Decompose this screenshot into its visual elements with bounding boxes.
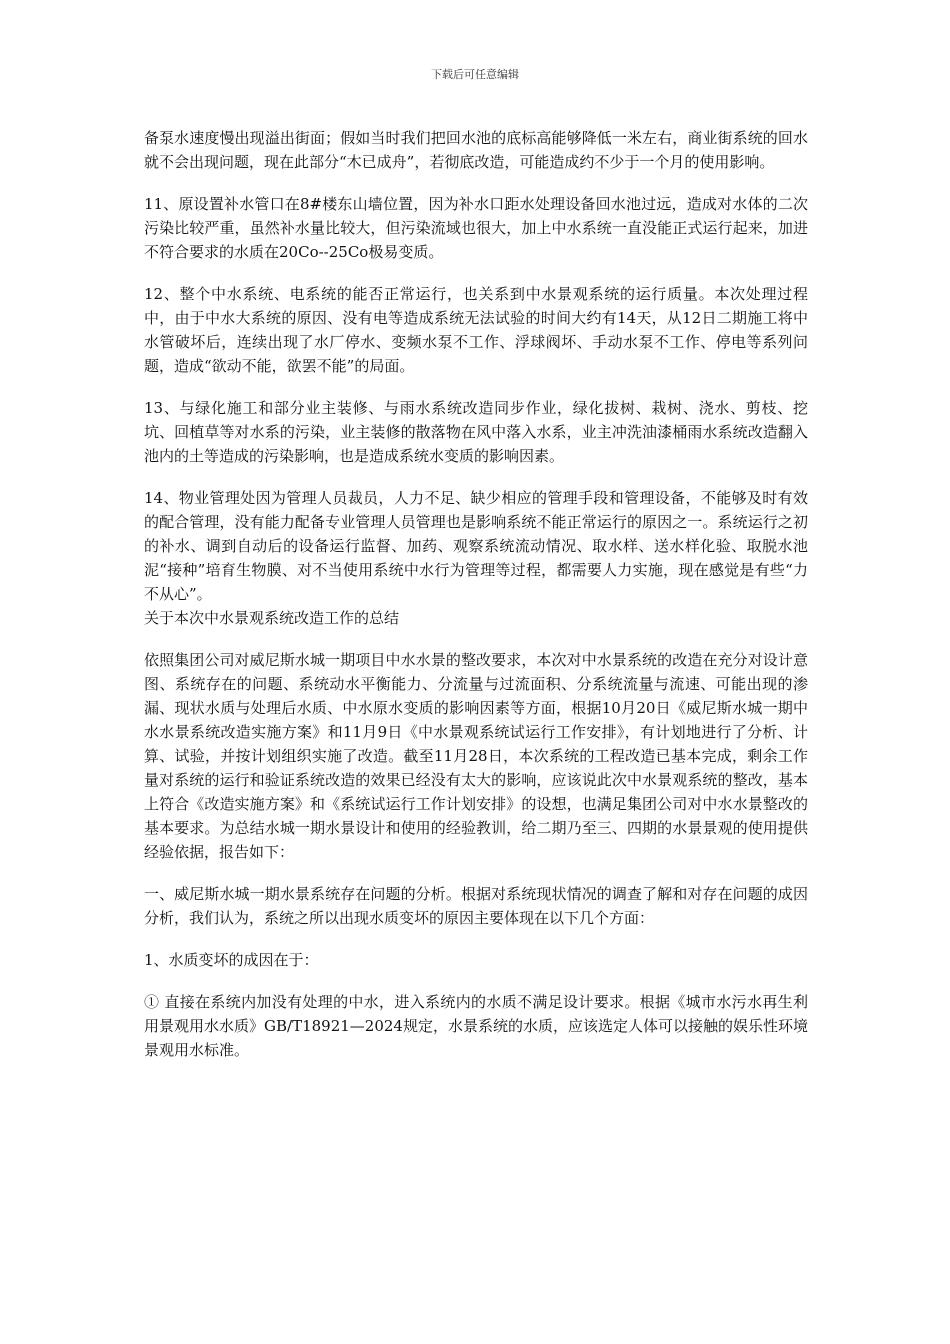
paragraph-item-12: 12、整个中水系统、电系统的能否正常运行，也关系到中水景观系统的运行质量。本次处理过程中，由于中水大系统的原因、没有电等造成系统无法试验的时间大约有14天，从12日二期施工将中水管破坏后，连续出现了水厂停水、变频水泵不工作、浮球阀坏、手动水泵不工作、停电等系列问题，造成“欲动不能，欲罢不能”的局面。 [144,285,808,375]
paragraph-cause-1: ① 直接在系统内加没有处理的中水，进入系统内的水质不满足设计要求。根据《城市水污水再生利用景观用水水质》GB/T18921—2024规定，水景系统的水质，应该选定人体可以接触的娱乐性环境景观用水标准。 [144,993,808,1059]
paragraph-item-13: 13、与绿化施工和部分业主装修、与雨水系统改造同步作业，绿化拔树、栽树、浇水、剪枝、挖坑、回植草等对水系的污染，业主装修的散落物在风中落入水系，业主冲洗油漆桶雨水系统改造翻入池内的土等造成的污染影响，也是造成系统水变质的影响因素。 [144,399,808,465]
document-body [144,126,808,1062]
page-header: 下载后可任意编辑 [431,68,519,81]
section-heading: 关于本次中水景观系统改造工作的总结 [144,609,400,627]
paragraph-cause-heading: 1、水质变坏的成因在于： [144,951,319,969]
paragraph-continuation: 备泵水速度慢出现溢出街面；假如当时我们把回水池的底标高能够降低一米左右，商业街系统的回水就不会出现问题，现在此部分“木已成舟”，若彻底改造，可能造成约不少于一个月的使用影响。 [144,129,808,171]
paragraph-summary-intro: 依照集团公司对威尼斯水城一期项目中水水景的整改要求，本次对中水景系统的改造在充分对设计意图、系统存在的问题、系统动水平衡能力、分流量与过流面积、分系统流量与流速、可能出现的渗漏、现状水质与处理后水质、中水原水变质的影响因素等方面，根据10月20日《威尼斯水城一期中水水景系统改造实施方案》和11月9日《中水景观系统试运行工作安排》，有计划地进行了分析、计算、试验，并按计划组织实施了改造。截至11月28日，本次系统的工程改造已基本完成，剩余工作量对系统的运行和验证系统改造的效果已经没有太大的影响，应该说此次中水景观系统的整改，基本上符合《改造实施方案》和《系统试运行工作计划安排》的设想，也满足集团公司对中水水景整改的基本要求。为总结水城一期水景设计和使用的经验教训，给二期乃至三、四期的水景景观的使用提供经验依据，报告如下： [144,651,808,861]
paragraph-item-14: 14、物业管理处因为管理人员裁员，人力不足、缺少相应的管理手段和管理设备，不能够及时有效的配合管理，没有能力配备专业管理人员管理也是影响系统不能正常运行的原因之一。系统运行之初的补水、调到自动后的设备运行监督、加药、观察系统流动情况、取水样、送水样化验、取脱水池泥“接种”培育生物膜、对不当使用系统中水行为管理等过程，都需要人力实施，现在感觉是有些“力不从心”。 [144,489,808,603]
paragraph-item-11: 11、原设置补水管口在8#楼东山墙位置，因为补水口距水处理设备回水池过远，造成对水体的二次污染比较严重，虽然补水量比较大，但污染流域也很大，加上中水系统一直没能正式运行起来，加进不符合要求的水质在20Co--25Co极易变质。 [144,195,808,261]
paragraph-analysis-heading: 一、威尼斯水城一期水景系统存在问题的分析。根据对系统现状情况的调查了解和对存在问题的成因分析，我们认为，系统之所以出现水质变坏的原因主要体现在以下几个方面： [144,885,808,927]
